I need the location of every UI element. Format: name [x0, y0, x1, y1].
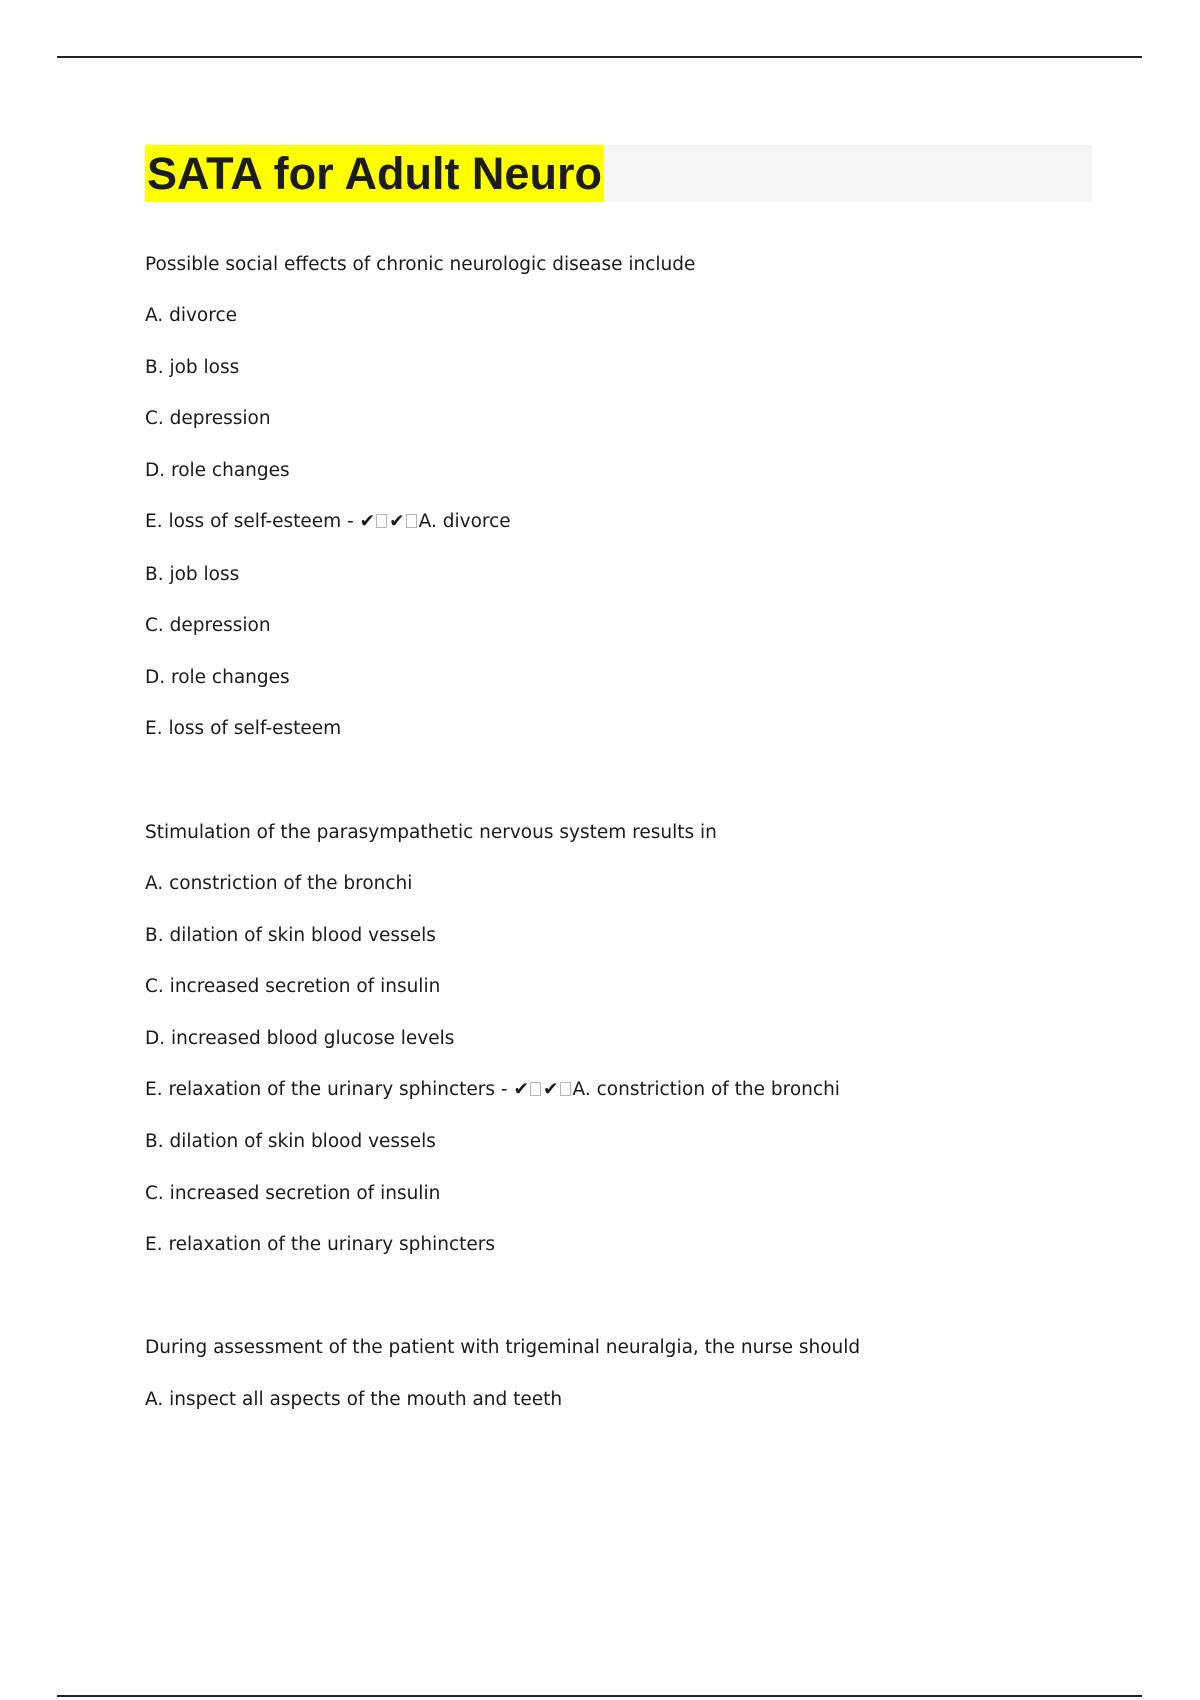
- missing-glyph-box-icon: [560, 1082, 571, 1096]
- answer-item: C. increased secretion of insulin: [145, 1183, 441, 1204]
- answer-item: A. divorce: [418, 511, 511, 532]
- question-prompt: During assessment of the patient with trigeminal neuralgia, the nurse should: [145, 1337, 861, 1358]
- option-item: B. dilation of skin blood vessels: [145, 925, 436, 946]
- option-item: C. depression: [145, 408, 271, 429]
- answer-item: E. loss of self-esteem: [145, 718, 342, 739]
- answer-item: C. depression: [145, 615, 271, 636]
- answer-item: E. relaxation of the urinary sphincters: [145, 1234, 496, 1255]
- answer-item: A. constriction of the bronchi: [572, 1079, 840, 1100]
- option-item: A. inspect all aspects of the mouth and teeth: [145, 1389, 563, 1410]
- option-answer-line: [145, 510, 511, 534]
- option-item: A. constriction of the bronchi: [145, 873, 413, 894]
- question-prompt: Possible social effects of chronic neurologic disease include: [145, 254, 696, 275]
- missing-glyph-box-icon: [530, 1082, 541, 1096]
- top-rule: [57, 56, 1142, 58]
- checkmark-icon: ✔: [543, 1079, 559, 1100]
- option-item: E. relaxation of the urinary sphincters -: [145, 1079, 514, 1100]
- answer-item: B. dilation of skin blood vessels: [145, 1131, 436, 1152]
- checkmark-icon: ✔: [389, 511, 405, 532]
- question-prompt: Stimulation of the parasympathetic nervous system results in: [145, 822, 717, 843]
- missing-glyph-box-icon: [406, 514, 417, 528]
- option-answer-line: [145, 1078, 840, 1102]
- option-item: D. increased blood glucose levels: [145, 1028, 455, 1049]
- missing-glyph-box-icon: [376, 514, 387, 528]
- checkmark-icon: ✔: [359, 511, 376, 532]
- answer-item: B. job loss: [145, 564, 240, 585]
- option-item: D. role changes: [145, 460, 290, 481]
- option-item: C. increased secretion of insulin: [145, 976, 441, 997]
- option-item: A. divorce: [145, 305, 237, 326]
- checkmark-icon: ✔: [513, 1079, 530, 1100]
- option-item: E. loss of self-esteem -: [145, 511, 360, 532]
- bottom-rule: [57, 1695, 1142, 1697]
- document-title: SATA for Adult Neuro: [145, 145, 604, 202]
- answer-item: D. role changes: [145, 667, 290, 688]
- option-item: B. job loss: [145, 357, 240, 378]
